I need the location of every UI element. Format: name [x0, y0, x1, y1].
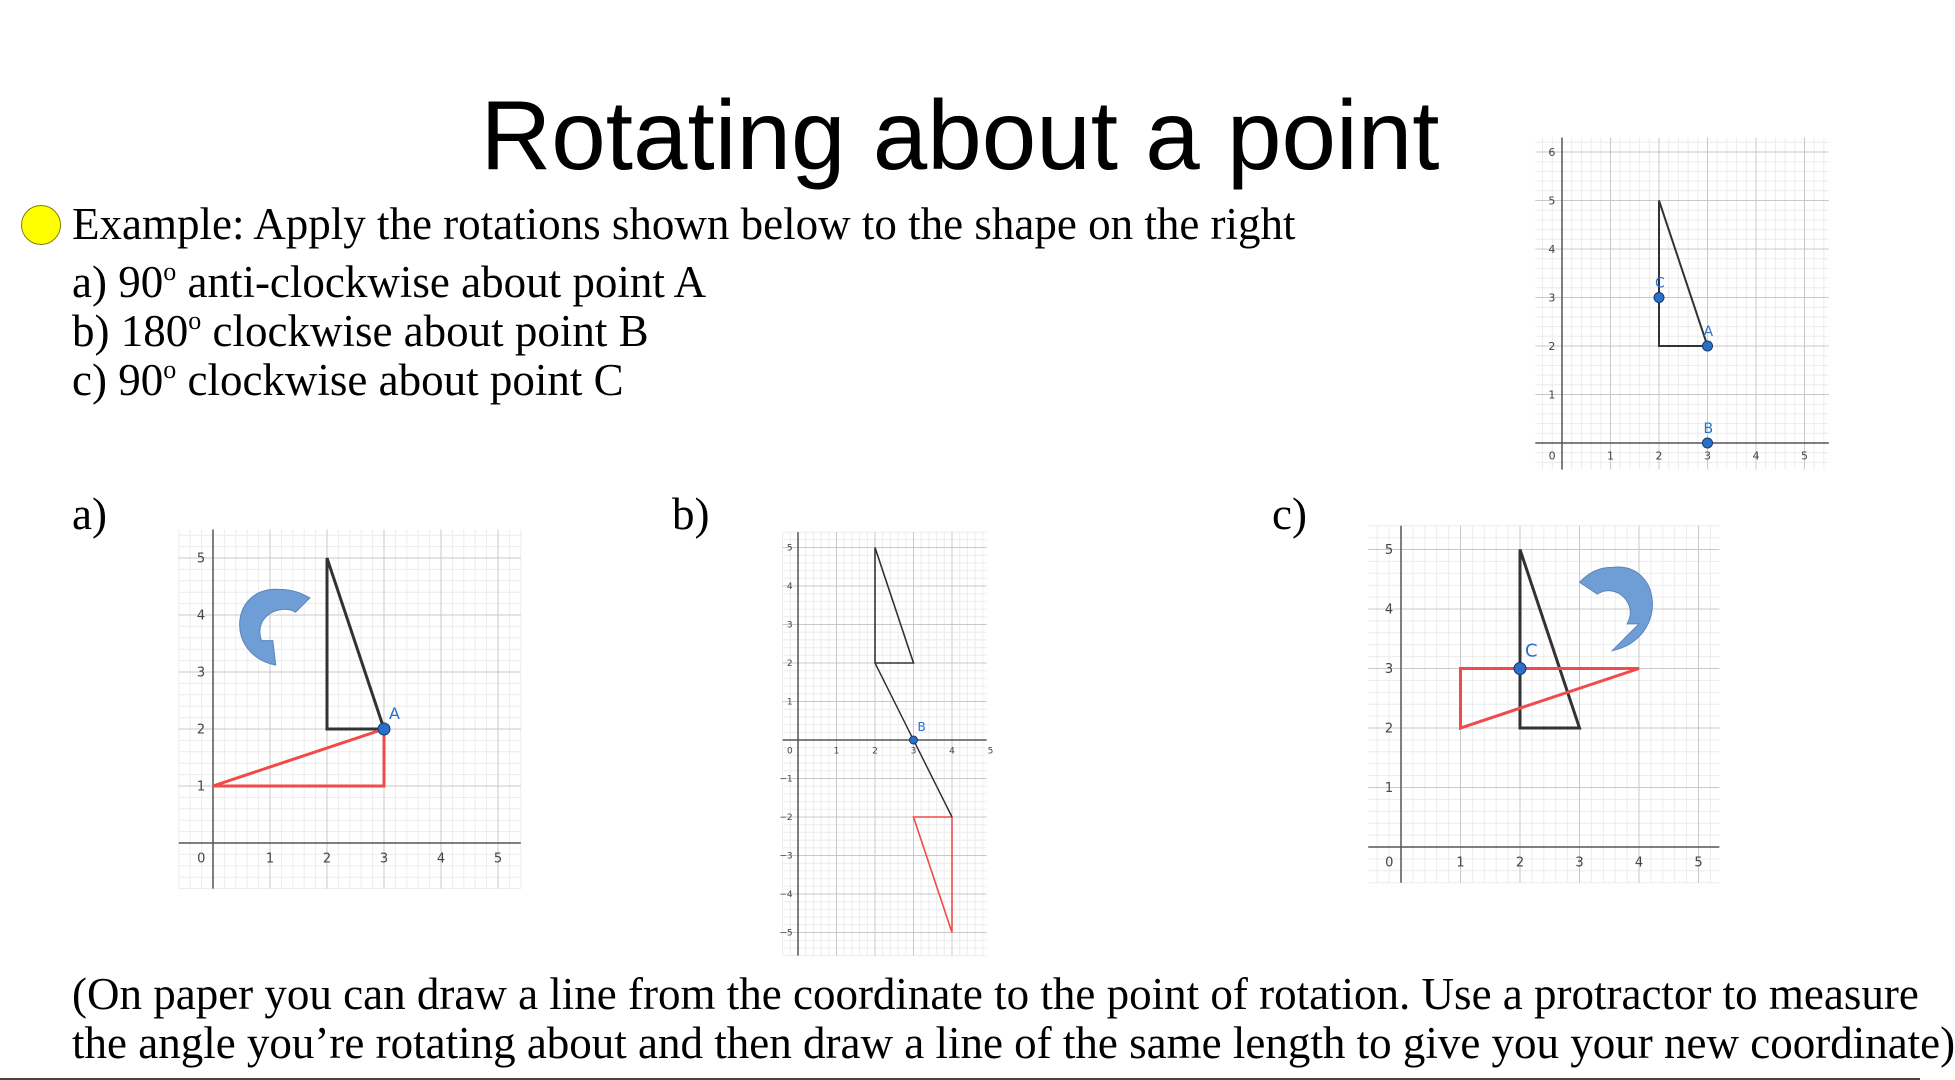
y-tick-label: 2	[1384, 721, 1394, 737]
label-b: b)	[672, 489, 710, 539]
x-tick-label: 0	[787, 746, 793, 757]
y-tick-label: 3	[1384, 662, 1394, 678]
x-tick-label: 3	[910, 746, 917, 757]
note-line-1: (On paper you can draw a line from the coordinate to the point of rotation. Use a protractor to measure	[72, 969, 1919, 1019]
x-tick-label: 0	[197, 851, 206, 867]
x-tick-label: 1	[833, 746, 840, 757]
label-a: a)	[72, 489, 107, 539]
point-b	[910, 736, 918, 744]
y-tick-label: 1	[196, 779, 206, 795]
graph-b-rotation-about-B	[779, 520, 1015, 960]
y-tick-label: −2	[779, 813, 793, 824]
point-label-a: A	[389, 704, 400, 723]
part-c-prefix: c) 90	[72, 355, 164, 405]
y-tick-label: 5	[1384, 543, 1394, 559]
y-tick-label: 4	[196, 608, 206, 624]
point-b	[1703, 438, 1713, 448]
part-b-prefix: b) 180	[72, 306, 189, 356]
y-tick-label: −5	[779, 928, 793, 939]
graph-c-rotation-about-C	[1365, 520, 1735, 895]
graph-a-rotation-about-A	[178, 525, 523, 887]
x-tick-label: 4	[436, 851, 446, 867]
x-tick-label: 5	[987, 746, 994, 757]
y-tick-label: 4	[1548, 242, 1556, 256]
x-tick-label: 4	[949, 746, 955, 757]
y-tick-label: 1	[786, 697, 793, 708]
original-triangle	[1520, 550, 1580, 729]
instruction-note	[72, 969, 1955, 1068]
point-a	[1703, 341, 1713, 351]
y-tick-label: 3	[786, 620, 793, 631]
y-tick-label: 4	[1384, 602, 1394, 618]
y-tick-label: −4	[779, 890, 793, 901]
x-tick-label: 0	[1385, 855, 1394, 871]
point-c	[1514, 663, 1526, 675]
y-tick-label: 2	[1548, 339, 1556, 353]
degree-symbol: o	[163, 355, 177, 384]
note-line-2: the angle you’re rotating about and then draw a line of the same length to give you your new coordinate)	[72, 1018, 1955, 1068]
y-tick-label: −1	[779, 774, 793, 785]
point-label-c: C	[1525, 640, 1538, 662]
y-tick-label: 4	[786, 582, 793, 593]
x-tick-label: 1	[1607, 449, 1614, 463]
degree-symbol: o	[188, 306, 202, 335]
part-a-prefix: a) 90	[72, 257, 164, 307]
y-tick-label: 5	[786, 543, 793, 554]
rotated-triangle	[213, 729, 384, 786]
y-tick-label: 1	[1384, 781, 1394, 797]
x-tick-label: 2	[1655, 449, 1663, 463]
part-a-suffix: anti-clockwise about point A	[176, 257, 707, 307]
example-intro: Example: Apply the rotations shown below to the shape on the right	[72, 199, 1296, 249]
graph-original-shape	[1515, 135, 1825, 480]
x-tick-label: 5	[1694, 855, 1703, 871]
original-triangle	[1659, 201, 1708, 347]
point-label-b: B	[1703, 421, 1714, 437]
x-tick-label: 5	[493, 851, 503, 867]
page-title: Rotating about a point	[480, 80, 1440, 190]
y-tick-label: 5	[196, 551, 206, 567]
x-tick-label: 4	[1752, 449, 1760, 463]
point-a	[378, 723, 390, 735]
x-tick-label: 2	[1515, 855, 1525, 871]
point-c	[1654, 293, 1664, 303]
example-part-c	[72, 346, 624, 404]
part-b-suffix: clockwise about point B	[201, 306, 649, 356]
x-tick-label: 3	[379, 851, 389, 867]
x-tick-label: 3	[1704, 449, 1711, 463]
y-tick-label: 2	[196, 722, 206, 738]
degree-symbol: o	[163, 257, 177, 286]
point-label-c: C	[1655, 275, 1665, 292]
rotated-triangle	[914, 817, 953, 933]
x-tick-label: 3	[1575, 855, 1584, 871]
y-tick-label: 2	[786, 659, 793, 670]
y-tick-label: 3	[1548, 291, 1556, 305]
x-tick-label: 1	[1456, 855, 1465, 871]
x-tick-label: 1	[265, 851, 275, 867]
label-c: c)	[1272, 489, 1307, 539]
y-tick-label: 1	[1548, 388, 1556, 402]
bullet-marker	[21, 205, 61, 245]
y-tick-label: 6	[1548, 145, 1556, 159]
x-tick-label: 5	[1801, 449, 1808, 463]
point-label-a: A	[1703, 324, 1714, 340]
part-c-suffix: clockwise about point C	[176, 355, 624, 405]
x-tick-label: 4	[1634, 855, 1644, 871]
y-tick-label: −3	[779, 851, 793, 862]
x-tick-label: 0	[1548, 449, 1556, 463]
x-tick-label: 2	[872, 746, 878, 757]
y-tick-label: 3	[196, 665, 206, 681]
y-tick-label: 5	[1548, 194, 1556, 208]
anticlockwise-arrow-icon	[240, 589, 310, 665]
point-label-b: B	[917, 720, 926, 734]
original-triangle	[327, 558, 384, 729]
rotated-triangle	[1461, 669, 1640, 729]
original-triangle	[875, 548, 914, 664]
x-tick-label: 2	[322, 851, 332, 867]
